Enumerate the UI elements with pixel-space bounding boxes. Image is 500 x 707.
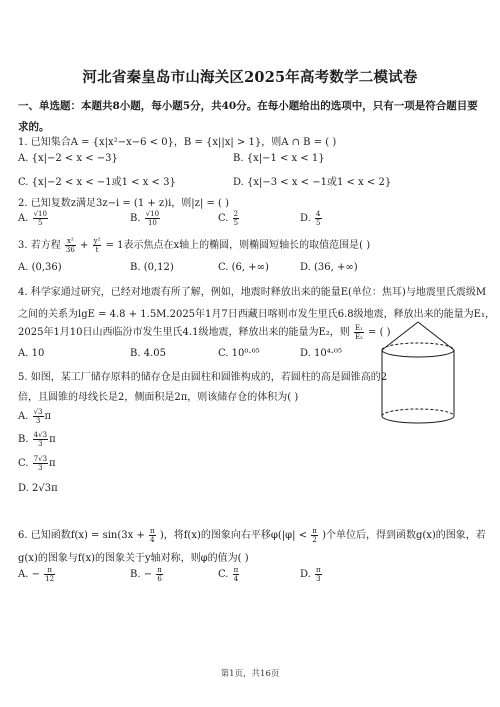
fraction — [33, 431, 48, 448]
option-label: B. — [18, 434, 29, 445]
denominator: 6 — [157, 575, 162, 583]
denominator: 5 — [316, 219, 321, 227]
option-label: A. — [18, 213, 29, 224]
fraction — [145, 210, 160, 227]
fraction — [233, 210, 239, 227]
denominator: 2 — [312, 536, 317, 544]
pi-symbol: π — [49, 458, 56, 469]
stem-text: 3. 若方程 — [18, 240, 61, 251]
q2-option-a — [18, 210, 49, 227]
numerator: 4 — [316, 210, 321, 218]
q3-option-c: C. (6, +∞) — [218, 262, 269, 273]
numerator: π — [316, 566, 321, 574]
numerator: π — [233, 566, 239, 574]
option-label: B. − — [130, 569, 153, 580]
question-4-line-1: 4. 科学家通过研究，已经对地震有所了解，例如，地震时释放出来的能量E(单位：焦耳)与地震里氏震级M — [18, 287, 487, 298]
q3-option-b: B. (0,12) — [130, 262, 174, 273]
question-6-line-2: g(x)的图象与f(x)的图象关于y轴对称，则φ的值为( ) — [18, 553, 249, 564]
q5-option-b — [18, 431, 56, 448]
q5-option-d: D. 2√3π — [18, 483, 58, 494]
question-3-stem — [18, 236, 370, 254]
option-label: A. — [18, 411, 29, 422]
fraction — [354, 324, 364, 341]
q2-option-c — [218, 210, 240, 227]
page-footer: 第1页，共16页 — [220, 669, 280, 679]
numerator: 2 — [233, 210, 239, 218]
plus-sign: + — [80, 240, 89, 251]
fraction — [33, 455, 48, 472]
numerator: √10 — [145, 210, 160, 218]
denominator: 10 — [147, 219, 157, 227]
numerator: x² — [65, 237, 76, 246]
option-label: C. — [18, 458, 29, 469]
storage-silo-figure — [378, 318, 458, 428]
q2-option-b — [130, 210, 161, 227]
q3-option-d: D. (36, +∞) — [300, 262, 358, 273]
question-2-stem: 2. 已知复数z满足3z−i = (1 + z)i，则|z| = ( ) — [18, 198, 230, 209]
q5-option-a — [18, 408, 51, 425]
denominator: 36 — [65, 246, 75, 254]
q1-option-a: A. {x|−2 < x < −3} — [18, 153, 118, 164]
denominator: 3 — [38, 440, 43, 448]
question-4-line-3 — [18, 323, 391, 341]
denominator: 4 — [233, 575, 239, 583]
denominator: 3 — [38, 464, 43, 472]
q6-option-b — [130, 566, 164, 583]
q4-option-d: D. 10⁴·⁰⁵ — [300, 348, 342, 359]
stem-text: = 1表示焦点在x轴上的椭圆，则椭圆短轴长的取值范围是( ) — [105, 240, 371, 251]
denominator: E₂ — [354, 333, 363, 341]
cylinder-top-back-arc — [382, 343, 454, 350]
option-label: D. — [300, 213, 311, 224]
fraction — [156, 566, 163, 583]
fraction — [149, 527, 156, 544]
question-6-line-1 — [18, 526, 486, 544]
denominator: 4 — [150, 536, 155, 544]
fraction — [315, 566, 322, 583]
section-header: 一、单选题：本题共8小题，每小题5分，共40分。在每小题给出的选项中，只有一项是符合题目要求的。 — [18, 100, 478, 133]
denominator: 5 — [233, 219, 239, 227]
q1-option-c: C. {x|−2 < x < −1或1 < x < 3} — [18, 177, 176, 188]
denominator: 12 — [45, 575, 55, 583]
fraction — [315, 210, 321, 227]
q1-option-d: D. {x|−3 < x < −1或1 < x < 2} — [233, 177, 392, 188]
fraction — [233, 566, 240, 583]
question-5-line-2: 倍，且圆锥的母线长是2，侧面积是2π，则该储存仓的体积为( ) — [18, 392, 299, 403]
numerator: E₁ — [354, 324, 363, 332]
question-5-line-1: 5. 如图，某工厂储存原料的储存仓是由圆柱和圆锥构成的，若圆柱的高是圆锥高的2 — [18, 372, 388, 383]
stem-text: 2025年1月10日山西临汾市发生里氏4.1级地震，释放出来的能量为E₂，则 — [18, 327, 350, 338]
numerator: 7√3 — [33, 455, 48, 463]
denominator: 5 — [38, 219, 43, 227]
cylinder-bottom-front-arc — [382, 416, 454, 423]
q3-option-a: A. (0,36) — [18, 262, 62, 273]
numerator: π — [150, 527, 155, 535]
fraction — [33, 210, 48, 227]
q2-option-d — [300, 210, 323, 227]
q6-option-d — [300, 566, 323, 583]
q4-option-b: B. 4.05 — [130, 348, 166, 359]
q5-option-c — [18, 455, 56, 472]
numerator: π — [44, 566, 55, 575]
numerator: √3 — [33, 408, 43, 416]
cone-right-edge — [418, 322, 454, 350]
page-title: 河北省秦皇岛市山海关区2025年高考数学二模试卷 — [82, 69, 418, 86]
denominator: t — [95, 246, 99, 254]
option-label: C. — [218, 569, 229, 580]
option-label: A. − — [18, 569, 40, 580]
question-1-stem: 1. 已知集合A = {x|x²−x−6 < 0}，B = {x||x| > 1}，则A ∩ B = ( ) — [18, 137, 337, 148]
fraction — [311, 527, 318, 544]
q6-option-c — [218, 566, 240, 583]
q6-option-a — [18, 566, 56, 583]
denominator: 3 — [35, 417, 41, 425]
numerator: √10 — [33, 210, 47, 218]
numerator: 4√3 — [33, 431, 48, 439]
q1-option-b: B. {x|−1 < x < 1} — [233, 153, 325, 164]
fraction — [93, 237, 102, 254]
option-label: B. — [130, 213, 141, 224]
q4-option-c: C. 10⁰·⁰⁵ — [218, 348, 260, 359]
fraction — [65, 237, 76, 254]
stem-text: )，将f(x)的图象向右平移φ(|φ| < — [159, 530, 308, 541]
pi-symbol: π — [44, 411, 52, 422]
pi-symbol: π — [49, 434, 56, 445]
option-label: C. — [218, 213, 229, 224]
q4-option-a: A. 10 — [18, 348, 45, 359]
question-4-line-2: 之间的关系为lgE = 4.8 + 1.5M.2025年1月7日西藏日喀则市发生里氏6.8级地震，释放出来的能量为E₁， — [18, 309, 495, 320]
numerator: y² — [93, 237, 101, 245]
numerator: π — [157, 566, 162, 574]
denominator: 3 — [316, 575, 321, 583]
stem-text: )个单位后，得到函数g(x)的图象，若 — [322, 530, 486, 541]
option-label: D. — [300, 569, 311, 580]
cylinder-bottom-back-arc — [382, 409, 454, 416]
stem-text: 6. 已知函数f(x) = sin(3x + — [18, 530, 145, 541]
fraction — [33, 408, 44, 425]
stem-text: = ( ) — [368, 327, 391, 338]
numerator: π — [312, 527, 317, 535]
cylinder-top-front-arc — [382, 350, 454, 357]
fraction — [44, 566, 55, 583]
